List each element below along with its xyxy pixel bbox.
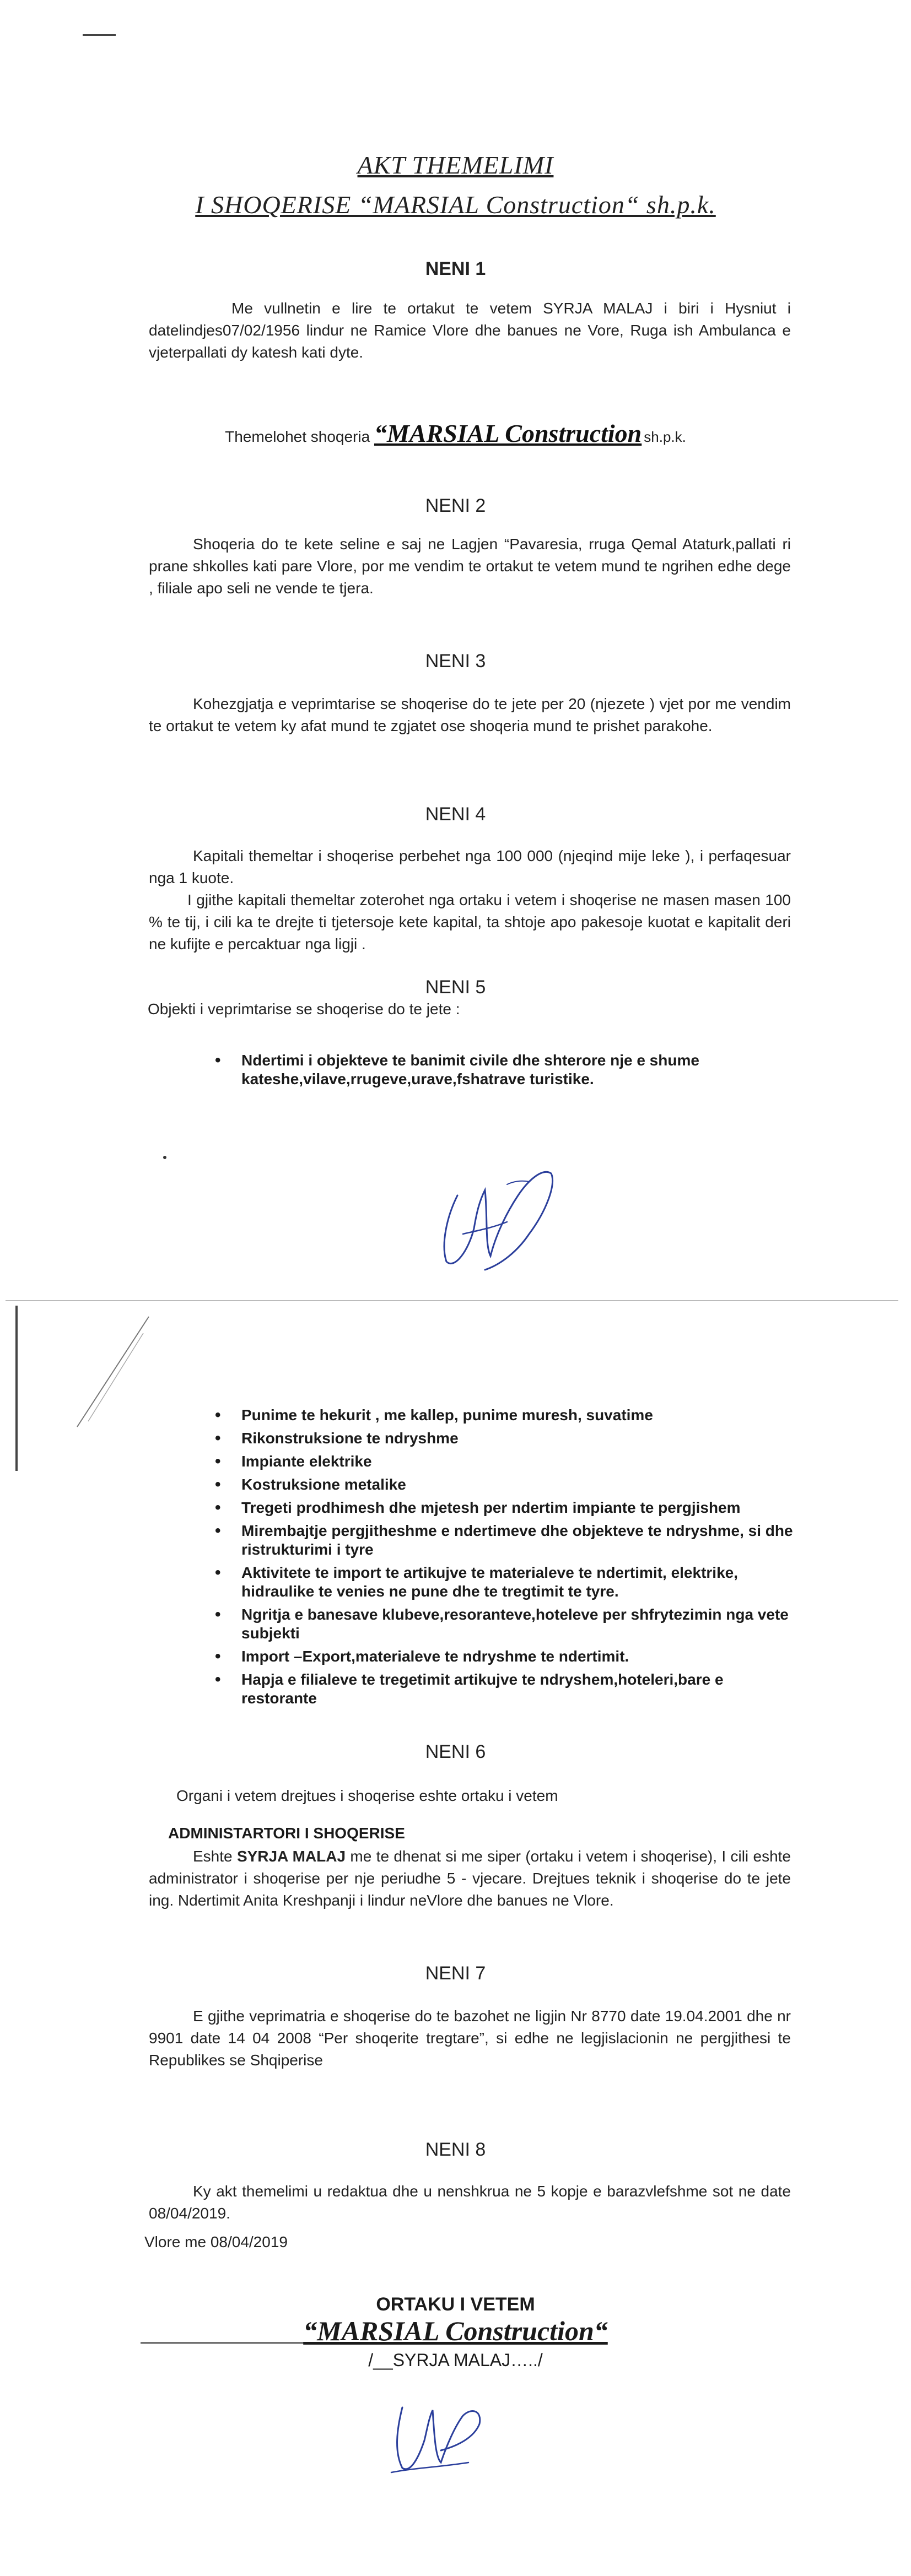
founded-prefix: Themelohet shoqeria [225, 428, 374, 445]
neni-6-text: Organi i vetem drejtues i shoqerise eshte ortaku i vetem [176, 1787, 558, 1804]
founded-brand: “MARSIAL Construction [374, 419, 642, 447]
list-item: • Ndertimi i objekteve te banimit civile dhe shterore nje e shume kateshe,vilave,rrugeve,urave,fshatrave turistike. [215, 1051, 794, 1089]
scan-crease [66, 1311, 154, 1432]
document-page-2 [0, 1289, 911, 2576]
signature-brand: “MARSIAL Construction“ [303, 2315, 608, 2346]
neni-4-text-2 [149, 889, 791, 955]
list-item: • Aktivitete te import te artikujve te materialeve te ndertimit, elektrike, hidraulike te venies ne pune dhe te tregtimit te tyre. [215, 1563, 794, 1601]
scan-mark [83, 34, 116, 36]
list-item: • Import –Export,materialeve te ndryshme te ndertimit. [215, 1647, 794, 1666]
neni-5-heading: NENI 5 [425, 977, 486, 998]
scan-edge-top [6, 1300, 898, 1301]
scan-dot [163, 1156, 166, 1159]
neni-5-list-page-1 [215, 1051, 794, 1093]
neni-4-heading: NENI 4 [425, 804, 486, 825]
neni-3-body: Kohezgjatja e veprimtarise se shoqerise do te jete per 20 (njezete ) vjet por me vendim te ortakut te vetem ky afat mund te zgjatet ose shoqeria mund te prishet parakohe. [149, 695, 791, 734]
administrator-text [149, 1846, 791, 1912]
neni-4-text-1 [149, 845, 791, 889]
neni-6-heading: NENI 6 [425, 1741, 486, 1762]
list-item: • Ngritja e banesave klubeve,resoranteve,hoteleve per shfrytezimin nga vete subjekti [215, 1605, 794, 1643]
neni-8-text [149, 2180, 791, 2225]
signature-initials-page-2 [380, 2385, 490, 2479]
administrator-body: me te dhenat si me siper (ortaku i vetem i shoqerise), I cili eshte administrator i shoqerise per nje periudhe 5 - vjecare. Drejtues teknik i shoqerise do te jete ing. Ndertimit Anita Kreshpanji i lindur neVlore dhe banues ne Vlore. [149, 1848, 791, 1909]
list-item: • Punime te hekurit , me kallep, punime muresh, suvatime [215, 1406, 794, 1425]
neni-2-text [149, 533, 791, 599]
neni-4-body-1: Kapitali themeltar i shoqerise perbehet nga 100 000 (njeqind mije leke ), i perfaqesuar nga 1 kuote. [149, 847, 791, 886]
list-item: • Hapja e filialeve te tregetimit artikujve te ndryshem,hoteleri,bare e restorante [215, 1670, 794, 1708]
neni-7-text [149, 2005, 791, 2071]
list-item: • Impiante elektrike [215, 1452, 794, 1471]
list-item: • Tregeti prodhimesh dhe mjetesh per ndertim impiante te pergjishem [215, 1498, 794, 1517]
administrator-heading: ADMINISTARTORI I SHOQERISE [168, 1825, 405, 1842]
list-item: • Mirembajtje pergjitheshme e ndertimeve dhe objekteve te ndryshme, si dhe ristrukturimi i tyre [215, 1522, 794, 1559]
neni-5-list-page-2 [215, 1406, 794, 1712]
neni-3-text [149, 693, 791, 737]
neni-7-body: E gjithe veprimatria e shoqerise do te bazohet ne ligjin Nr 8770 date 19.04.2001 dhe nr 9901 date 14 04 2008 “Per shoqerite tregtare”, si edhe ne legjislacionin ne pergjithesi te Republikes se Shqiperise [149, 2007, 791, 2069]
neni-1-body: Me vullnetin e lire te ortakut te vetem SYRJA MALAJ i biri i Hysniut i datelindjes07/02/1956 lindur ne Ramice Vlore dhe banues ne Vore, Ruga ish Ambulanca e vjeterpallati dy katesh kati dyte. [149, 300, 791, 361]
neni-3-heading: NENI 3 [425, 651, 486, 672]
neni-4-body-2: I gjithe kapitali themeltar zoterohet nga ortaku i vetem i shoqerise ne masen masen 100 % te tij, i cili ka te drejte ti tjetersoje kete kapital, ta shtoje apo pakesoje kuotat e kapitalit deri ne kufijte e percaktuar nga ligji . [149, 891, 791, 953]
signature-name: /__SYRJA MALAJ…../ [368, 2350, 543, 2370]
administrator-name: SYRJA MALAJ [236, 1848, 346, 1865]
document-title-line-1: AKT THEMELIMI [357, 151, 554, 179]
list-item: • Kostruksione metalike [215, 1475, 794, 1494]
document-page-1 [0, 0, 911, 1286]
neni-2-heading: NENI 2 [425, 495, 486, 516]
founded-suffix: sh.p.k. [644, 429, 686, 445]
scan-edge-left [15, 1306, 18, 1471]
neni-7-heading: NENI 7 [425, 1963, 486, 1984]
document-title-line-2: I SHOQERISE “MARSIAL Construction“ sh.p.k. [195, 191, 716, 219]
place-and-date: Vlore me 08/04/2019 [144, 2233, 288, 2250]
administrator-lead: Eshte [193, 1848, 237, 1865]
neni-1-text [149, 297, 791, 364]
neni-8-heading: NENI 8 [425, 2139, 486, 2160]
neni-2-body: Shoqeria do te kete seline e saj ne Lagjen “Pavaresia, rruga Qemal Ataturk,pallati ri prane shkolles kati pare Vlore, por me vendim te ortakut te vetem mund te ngrihen edhe dege , filiale apo seli ne vende te tjera. [149, 535, 791, 597]
neni-8-body: Ky akt themelimi u redaktua dhe u nenshkrua ne 5 kopje e barazvlefshme sot ne date 08/04/2019. [149, 2183, 791, 2222]
list-item: • Rikonstruksione te ndryshme [215, 1429, 794, 1448]
founded-line [0, 419, 911, 448]
signature-title: ORTAKU I VETEM [376, 2294, 535, 2315]
neni-1-heading: NENI 1 [425, 258, 486, 279]
signature-initials-page-1 [424, 1151, 568, 1278]
neni-5-intro: Objekti i veprimtarise se shoqerise do te jete : [148, 1000, 460, 1018]
